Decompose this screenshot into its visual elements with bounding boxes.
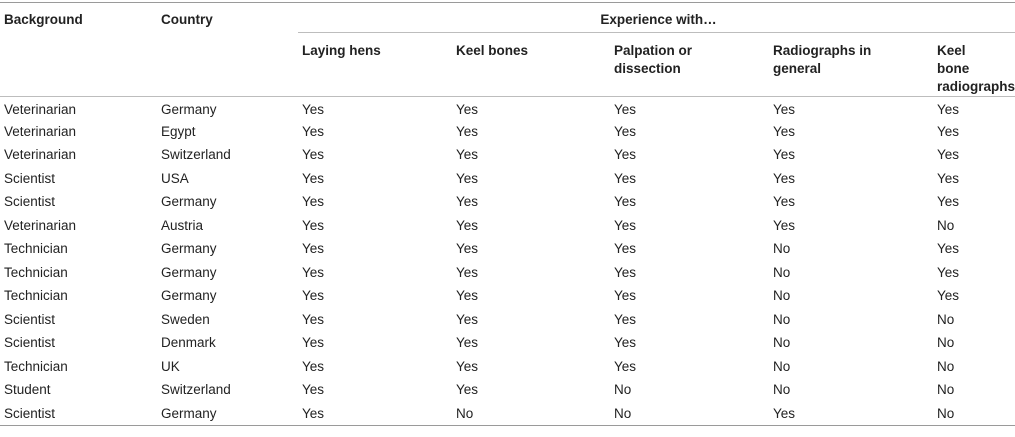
cell-keel-bones: Yes bbox=[456, 358, 479, 374]
header-row-top bbox=[0, 3, 1015, 33]
header-experience-group: Experience with… bbox=[298, 3, 1015, 33]
cell-keel-bones: Yes bbox=[456, 241, 479, 257]
cell-keel-bone-radiographs: No bbox=[937, 335, 955, 351]
cell-country: Egypt bbox=[161, 123, 196, 139]
cell-country: Austria bbox=[161, 217, 204, 233]
cell-keel-bone-radiographs: Yes bbox=[937, 264, 960, 280]
cell-keel-bones: Yes bbox=[456, 101, 479, 117]
cell-keel-bones: Yes bbox=[456, 194, 479, 210]
cell-keel-bones: Yes bbox=[456, 217, 479, 233]
cell-background: Technician bbox=[4, 241, 68, 257]
cell-laying-hens: Yes bbox=[302, 101, 325, 117]
cell-laying-hens: Yes bbox=[302, 217, 325, 233]
cell-keel-bones: Yes bbox=[456, 311, 479, 327]
cell-background: Scientist bbox=[4, 170, 56, 186]
cell-background: Scientist bbox=[4, 311, 56, 327]
cell-radiographs-in-general: Yes bbox=[773, 123, 796, 139]
cell-radiographs-in-general: Yes bbox=[773, 217, 796, 233]
cell-background: Student bbox=[4, 382, 51, 398]
cell-laying-hens: Yes bbox=[302, 335, 325, 351]
table-header bbox=[0, 3, 1015, 97]
cell-palpation-or-dissection: No bbox=[614, 382, 632, 398]
cell-country: Germany bbox=[161, 101, 217, 117]
cell-background: Scientist bbox=[4, 194, 56, 210]
cell-country: UK bbox=[161, 358, 180, 374]
cell-keel-bone-radiographs: Yes bbox=[937, 147, 960, 163]
cell-laying-hens: Yes bbox=[302, 241, 325, 257]
cell-radiographs-in-general: No bbox=[773, 311, 791, 327]
cell-keel-bone-radiographs: Yes bbox=[937, 170, 960, 186]
cell-laying-hens: Yes bbox=[302, 147, 325, 163]
cell-palpation-or-dissection: No bbox=[610, 402, 769, 426]
cell-keel-bone-radiographs: No bbox=[937, 382, 955, 398]
cell-country: Switzerland bbox=[161, 382, 231, 398]
table-row bbox=[0, 191, 1015, 215]
cell-radiographs-in-general: Yes bbox=[769, 402, 933, 426]
cell-laying-hens: Yes bbox=[302, 358, 325, 374]
cell-background: Veterinarian bbox=[4, 101, 77, 117]
table-row bbox=[0, 355, 1015, 379]
table-row bbox=[0, 120, 1015, 144]
table-row bbox=[0, 97, 1015, 121]
cell-radiographs-in-general: Yes bbox=[773, 101, 796, 117]
cell-palpation-or-dissection: Yes bbox=[614, 335, 637, 351]
cell-laying-hens: Yes bbox=[302, 382, 325, 398]
cell-radiographs-in-general: Yes bbox=[773, 147, 796, 163]
cell-keel-bones: Yes bbox=[456, 170, 479, 186]
table-row bbox=[0, 261, 1015, 285]
cell-keel-bone-radiographs: Yes bbox=[937, 288, 960, 304]
cell-laying-hens: Yes bbox=[302, 311, 325, 327]
cell-keel-bone-radiographs: No bbox=[937, 311, 955, 327]
cell-keel-bones: No bbox=[452, 402, 610, 426]
cell-palpation-or-dissection: Yes bbox=[614, 170, 637, 186]
cell-country: Switzerland bbox=[161, 147, 231, 163]
cell-laying-hens: Yes bbox=[302, 288, 325, 304]
cell-country: Germany bbox=[161, 241, 217, 257]
cell-palpation-or-dissection: Yes bbox=[614, 101, 637, 117]
cell-radiographs-in-general: No bbox=[773, 264, 791, 280]
cell-radiographs-in-general: No bbox=[773, 358, 791, 374]
cell-country: Germany bbox=[157, 402, 298, 426]
header-background: Background bbox=[0, 3, 157, 97]
cell-radiographs-in-general: No bbox=[773, 288, 791, 304]
table-body bbox=[0, 97, 1015, 426]
cell-radiographs-in-general: No bbox=[773, 382, 791, 398]
cell-keel-bones: Yes bbox=[456, 264, 479, 280]
cell-keel-bone-radiographs: No bbox=[937, 358, 955, 374]
cell-laying-hens: Yes bbox=[298, 402, 452, 426]
cell-keel-bones: Yes bbox=[456, 335, 479, 351]
cell-palpation-or-dissection: Yes bbox=[614, 311, 637, 327]
cell-keel-bones: Yes bbox=[456, 147, 479, 163]
cell-country: Sweden bbox=[161, 311, 210, 327]
cell-keel-bones: Yes bbox=[456, 123, 479, 139]
cell-country: Germany bbox=[161, 264, 217, 280]
cell-radiographs-in-general: No bbox=[773, 241, 791, 257]
cell-laying-hens: Yes bbox=[302, 264, 325, 280]
cell-palpation-or-dissection: Yes bbox=[614, 194, 637, 210]
cell-radiographs-in-general: No bbox=[773, 335, 791, 351]
header-keel-bones: Keel bones bbox=[452, 33, 610, 97]
cell-background: Scientist bbox=[0, 402, 157, 426]
cell-laying-hens: Yes bbox=[302, 194, 325, 210]
header-keel-bone-radiographs: Keel bone radiographs bbox=[933, 33, 1015, 97]
table-row bbox=[0, 379, 1015, 403]
table-row bbox=[0, 144, 1015, 168]
table-row bbox=[0, 285, 1015, 309]
header-country: Country bbox=[157, 3, 298, 97]
table-row bbox=[0, 238, 1015, 262]
cell-background: Scientist bbox=[4, 335, 56, 351]
cell-laying-hens: Yes bbox=[302, 170, 325, 186]
cell-country: Germany bbox=[161, 194, 217, 210]
cell-background: Technician bbox=[4, 288, 68, 304]
cell-radiographs-in-general: Yes bbox=[773, 194, 796, 210]
cell-keel-bone-radiographs: Yes bbox=[937, 123, 960, 139]
header-laying-hens: Laying hens bbox=[298, 33, 452, 97]
table-row bbox=[0, 167, 1015, 191]
cell-country: Denmark bbox=[161, 335, 216, 351]
experience-table bbox=[0, 2, 1015, 426]
table-row bbox=[0, 308, 1015, 332]
cell-background: Veterinarian bbox=[4, 123, 77, 139]
header-radiographs-in-general: Radiographs in general bbox=[769, 33, 933, 97]
cell-keel-bone-radiographs: Yes bbox=[937, 194, 960, 210]
cell-keel-bones: Yes bbox=[456, 288, 479, 304]
cell-background: Technician bbox=[4, 358, 68, 374]
cell-country: Germany bbox=[161, 288, 217, 304]
table-row bbox=[0, 402, 1015, 426]
cell-palpation-or-dissection: Yes bbox=[614, 358, 637, 374]
cell-palpation-or-dissection: Yes bbox=[614, 264, 637, 280]
cell-palpation-or-dissection: Yes bbox=[614, 123, 637, 139]
cell-keel-bone-radiographs: Yes bbox=[937, 101, 960, 117]
cell-country: USA bbox=[161, 170, 189, 186]
cell-palpation-or-dissection: Yes bbox=[614, 288, 637, 304]
cell-background: Veterinarian bbox=[4, 147, 77, 163]
cell-keel-bones: Yes bbox=[456, 382, 479, 398]
cell-keel-bone-radiographs: No bbox=[933, 402, 1015, 426]
cell-palpation-or-dissection: Yes bbox=[614, 147, 637, 163]
table-row bbox=[0, 332, 1015, 356]
cell-palpation-or-dissection: Yes bbox=[614, 241, 637, 257]
cell-keel-bone-radiographs: Yes bbox=[937, 241, 960, 257]
cell-background: Veterinarian bbox=[4, 217, 77, 233]
cell-palpation-or-dissection: Yes bbox=[614, 217, 637, 233]
cell-keel-bone-radiographs: No bbox=[937, 217, 955, 233]
cell-background: Technician bbox=[4, 264, 68, 280]
table-row bbox=[0, 214, 1015, 238]
header-palpation-or-dissection: Palpation or dissection bbox=[610, 33, 769, 97]
cell-laying-hens: Yes bbox=[302, 123, 325, 139]
cell-radiographs-in-general: Yes bbox=[773, 170, 796, 186]
